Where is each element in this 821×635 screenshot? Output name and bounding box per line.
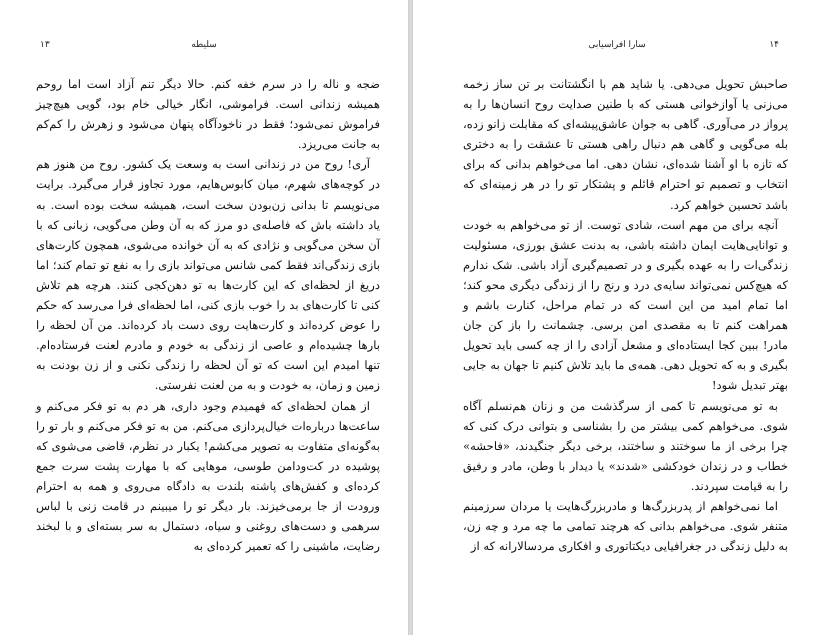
left-paragraph-3: از همان لحظه‌ای که فهمیدم وجود داری، هر دم به تو فکر می‌کنم و ساعت‌ها درباره‌ات خیال‌پردازی می‌کنم. من به تو فکر می‌کنم و بار تو را به‌گونه‌ای متفاوت به تصویر می‌کشم! یکبار در نظرم، قاضی می‌شوی که پوشیده در کت‌ودامن طوسی، موهایی که با مهارت پشت سرت جمع کرده‌ای و کفش‌های پاشنه بلندت به دادگاه می‌روی و همه به احترام ورودت از جا برمی‌خیزند. بار دیگر تو را میبینم در قامت زنی با لباس سرهمی و دست‌های روغنی و سیاه، دستمال به سر بسته‌ای و با لبخند رضایت، ماشینی را که تعمیر کرده‌ای به [36, 398, 380, 554]
left-page [0, 0, 409, 635]
right-paragraph-1: صاحبش تحویل می‌دهی. یا شاید هم با انگشتانت بر تن ساز زخمه می‌زنی یا آوازخوانی هستی که با طنین صدایت روح انسان‌ها را به پرواز در می‌آوری. گاهی به جوان عاشق‌پیشه‌ای که مقابلت زانو زده، بله می‌گویی و گاهی هم دنبال راهی هستی تا عشقت را به دختری که تازه با او آشنا شده‌ای، نشان دهی. اما می‌خواهم بدانی که برای انتخاب و تصمیم تو احترام قائلم و پشتکار تو را در هر زمینه‌ای که باشد تحسین خواهم کرد. [463, 77, 788, 212]
left-page-body [36, 74, 380, 556]
right-paragraph-4: اما نمی‌خواهم از پدربزرگ‌ها و مادربزرگ‌هایت یا مردان سرزمینم متنفر شوی. می‌خواهم بدانی که هرچند تمامی ما چه مرد و چه زن، به دلیل زندگی در جغرافیایی دیکتاتوری و افکاری مردسالارانه که از [463, 498, 788, 554]
right-paragraph-2: آنچه برای من مهم است، شادی توست. از تو می‌خواهم به خودت و توانایی‌هایت ایمان داشته باشی، به بدنت عشق بورزی، مسئولیت زندگی‌ات را به عهده بگیری و در تصمیم‌گیری آزاد باشی. شک ندارم که هیچ‌کس نمی‌تواند سایه‌ی درد و رنج را از زندگی دیگری محو کند؛ اما تمام امید من این است که در تمام مراحل، کنارت باشم و همراهت کنم تا به مقصدی امن برسی. چشمانت را باز کن جان مادر! ببین کجا ایستاده‌ای و مشعل آزادی را از چه کسی باید تحویل بگیری و به که تحویل دهی. همه‌ی ما باید تلاش کنیم تا جهان به جایی بهتر تبدیل شود! [463, 217, 788, 393]
right-page-number: ۱۴ [769, 40, 779, 50]
right-paragraph-3: به تو می‌نویسم تا کمی از سرگذشت من و زنان هم‌نسلم آگاه شوی. می‌خواهم کمی بیشتر من را بشناسی و بتوانی درک کنی که چرا برخی از ما سوختند و ساختند، برخی دیگر جنگیدند، «فاحشه» خطاب و در زندان خودکشی «شدند» یا دیدار با وطن، مادر و رفیق را به قیامت سپردند. [463, 398, 788, 493]
right-page [412, 0, 821, 635]
left-paragraph-2: آری! روح من در زندانی است به وسعت یک کشور. روح من هنوز هم در کوچه‌های شهرم، میان کابوس‌هایم، مورد تجاوز قرار می‌گیرد. برایت می‌نویسم تا بدانی زن‌بودن سخت است، همیشه سخت بوده است. به یاد داشته باش که فاصله‌ی دو مرز که به آن وطن می‌گویی، زبانی که با آن سخن می‌گویی و نژادی که به آن خوانده می‌شوی، همچون کارت‌های بازی زندگی‌اند فقط کمی شانس می‌تواند بازی را به نفع تو تمام کند؛ اما دریغ از لحظه‌ای که این کارت‌ها به تو دهن‌کجی کنند. هرچه هم تلاش کنی تا کارت‌های بد را خوب بازی کنی، اما لحظه‌ای فرا می‌رسد که حکم را عوض کرده‌اند و کارت‌هایت روی دست باد کرده‌اند. من آن لحظه را بارها چشیده‌ام و عاصی از زندگی به خودم و مادرم لعنت فرستاده‌ام. تنها امیدم این است که تو آن لحظه را زندگی نکنی و از زن بودنت به زمین و زمان، به خودت و به من لعنت نفرستی. [36, 157, 380, 393]
right-page-body [463, 74, 788, 556]
right-page-header [413, 40, 821, 54]
left-page-number: ۱۳ [40, 40, 50, 50]
left-paragraph-1: ضجه و ناله را در سرم خفه کنم. حالا دیگر تنم آزاد است اما روحم همیشه زندانی است. فراموشی، انگار خیالی خام بود، گویی هیچ‌چیز فراموش نمی‌شود؛ فقط در ناخودآگاه پنهان می‌شود و زهرش را کم‌کم به جانت می‌ریزد. [36, 77, 380, 152]
left-page-header [0, 40, 408, 54]
right-running-title: سارا افراسیابی [588, 40, 646, 50]
left-running-title: سلیطه [191, 40, 217, 50]
